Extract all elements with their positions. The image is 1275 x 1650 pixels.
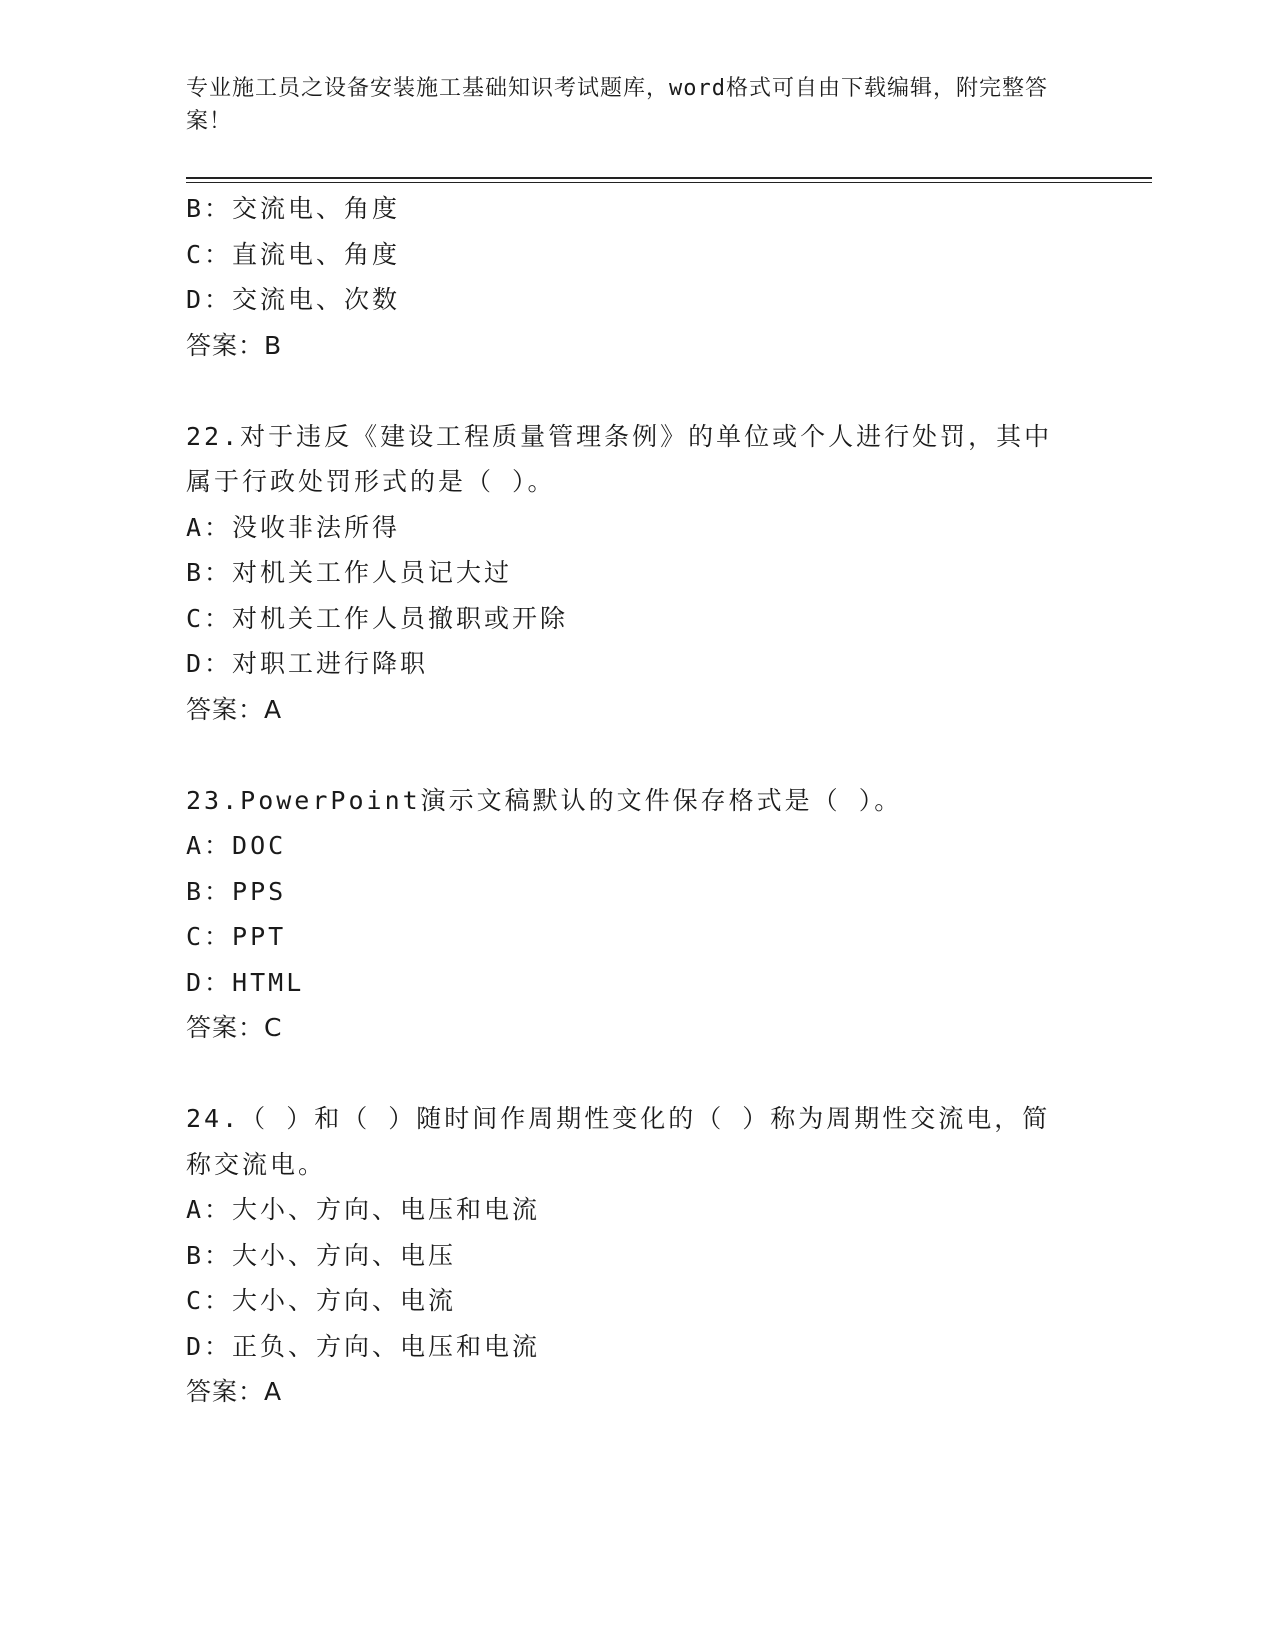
option-d: D：对职工进行降职 <box>186 649 429 678</box>
option-d: D：交流电、次数 <box>186 285 401 314</box>
option-c: C：对机关工作人员撤职或开除 <box>186 603 569 633</box>
question-stem: 23.PowerPoint演示文稿默认的文件保存格式是（ ）。 <box>186 785 903 815</box>
document-body <box>186 186 1086 1415</box>
option-a: A：没收非法所得 <box>186 512 401 542</box>
question-22 <box>186 414 1086 733</box>
question-23 <box>186 778 1086 1051</box>
option-b: B：PPS <box>186 876 287 906</box>
question-stem: 24.（ ）和（ ）随时间作周期性变化的（ ）称为周期性交流电，简称交流电。 <box>186 1104 1051 1179</box>
answer-line: 答案：B <box>186 330 283 360</box>
spacer <box>186 1051 1086 1097</box>
option-d: D：正负、方向、电压和电流 <box>186 1331 541 1361</box>
partial-question <box>186 186 1086 368</box>
option-b: B：大小、方向、电压 <box>186 1240 457 1270</box>
option-a: A：大小、方向、电压和电流 <box>186 1195 541 1224</box>
question-24 <box>186 1096 1086 1415</box>
header-rule-thick <box>186 177 1152 179</box>
option-c: C：直流电、角度 <box>186 239 401 269</box>
option-d: D：HTML <box>186 967 305 997</box>
option-a: A：DOC <box>186 831 287 860</box>
option-c: C：PPT <box>186 922 287 951</box>
answer-line: 答案：A <box>186 694 283 724</box>
option-b: B：对机关工作人员记大过 <box>186 558 513 587</box>
answer-line: 答案：A <box>186 1377 283 1406</box>
document-header: 专业施工员之设备安装施工基础知识考试题库，word格式可自由下载编辑，附完整答案！ <box>186 76 1048 134</box>
question-stem: 22.对于违反《建设工程质量管理条例》的单位或个人进行处罚，其中属于行政处罚形式的是（ ）。 <box>186 421 1053 496</box>
spacer <box>186 732 1086 778</box>
option-c: C：大小、方向、电流 <box>186 1286 457 1315</box>
option-b: B：交流电、角度 <box>186 194 401 223</box>
answer-line: 答案：C <box>186 1013 283 1042</box>
header-rule-thin <box>186 182 1152 183</box>
spacer <box>186 368 1086 414</box>
